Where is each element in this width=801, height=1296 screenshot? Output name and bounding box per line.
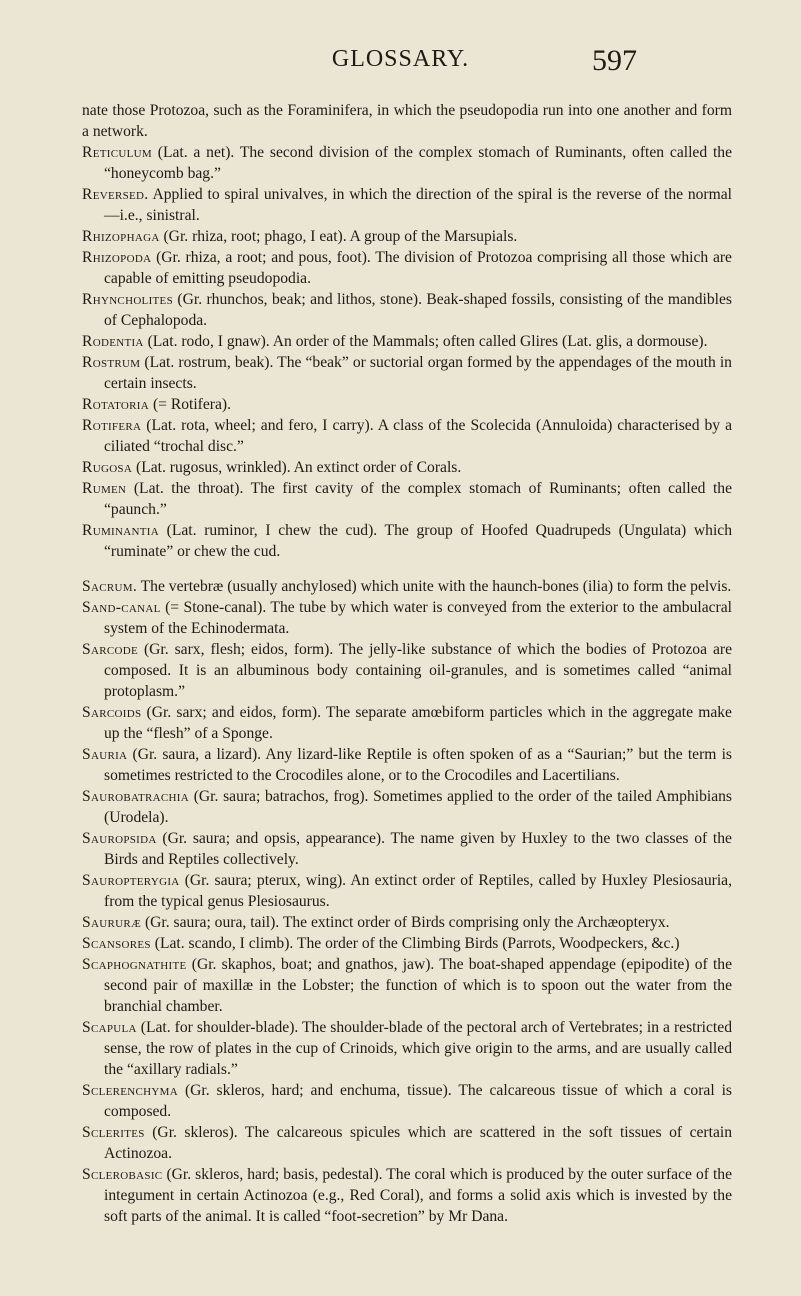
glossary-entry: [82, 912, 732, 933]
glossary-entry: [82, 1164, 732, 1227]
term: Sauria: [82, 746, 128, 763]
definition: (Gr. skleros). The calcareous spicules which are scattered in the soft tissues of certain Actinozoa.: [104, 1124, 732, 1162]
definition: The vertebræ (usually anchylosed) which unite with the haunch-bones (ilia) to form the pelvis.: [140, 578, 732, 595]
definition: (Lat. the throat). The first cavity of the complex stomach of Ruminants; often called the “paunch.”: [104, 480, 733, 518]
glossary-entry: [82, 1122, 732, 1164]
term: Sacrum.: [82, 578, 138, 595]
definition: (Gr. saura; and opsis, appearance). The name given by Huxley to the two classes of the Birds and Reptiles collectively.: [104, 830, 732, 868]
page-number: 597: [592, 44, 637, 77]
definition: (= Rotifera).: [152, 396, 232, 413]
definition: (Lat. ruminor, I chew the cud). The group of Hoofed Quadrupeds (Ungulata) which “ruminate” or chew the cud.: [104, 522, 733, 560]
definition: (Gr. sarx; and eidos, form). The separate amœbiform particles which in the aggregate make up the “flesh” of a Sponge.: [104, 704, 732, 742]
definition: (Lat. for shoulder-blade). The shoulder-blade of the pectoral arch of Vertebrates; in a restricted sense, the row of plates in the cup of Crinoids, which give origin to the arms, and are usually called the “axillary radials.”: [104, 1019, 732, 1078]
glossary-entry: [82, 639, 732, 702]
definition: (Gr. rhunchos, beak; and lithos, stone). Beak-shaped fossils, consisting of the mandibles of Cephalopoda.: [104, 291, 733, 329]
term: Rugosa: [82, 459, 133, 476]
term: Reticulum: [82, 144, 152, 161]
glossary-entry: [82, 289, 732, 331]
glossary-entry: [82, 786, 732, 828]
glossary-entry: [82, 1017, 732, 1080]
glossary-body: [82, 100, 732, 1227]
glossary-entry: [82, 100, 732, 142]
term: Rotatoria: [82, 396, 150, 413]
term: Scansores: [82, 935, 151, 952]
term: Sarcoids: [82, 704, 142, 721]
term: Sauropsida: [82, 830, 157, 847]
term: Sclerenchyma: [82, 1082, 178, 1099]
term: Reversed.: [82, 186, 149, 203]
glossary-entry: [82, 1080, 732, 1122]
glossary-entry: [82, 954, 732, 1017]
definition: (Gr. skleros, hard; and enchuma, tissue). The calcareous tissue of which a coral is composed.: [104, 1082, 732, 1120]
glossary-entry: [82, 576, 732, 597]
glossary-entry: [82, 247, 732, 289]
definition: (Gr. saura; oura, tail). The extinct order of Birds comprising only the Archæopteryx.: [144, 914, 670, 931]
term: Scapula: [82, 1019, 137, 1036]
term: Rostrum: [82, 354, 141, 371]
definition: (Lat. rota, wheel; and fero, I carry). A class of the Scolecida (Annuloida) characterised by a ciliated “trochal disc.”: [104, 417, 732, 455]
definition: (Lat. rodo, I gnaw). An order of the Mammals; often called Glires (Lat. glis, a dormouse).: [147, 333, 708, 350]
term: Rumen: [82, 480, 127, 497]
term: Rhyncholites: [82, 291, 173, 308]
glossary-entry: [82, 457, 732, 478]
glossary-entry: [82, 142, 732, 184]
definition: (Lat. a net). The second division of the complex stomach of Ruminants, often called the “honeycomb bag.”: [104, 144, 732, 182]
term: Rodentia: [82, 333, 144, 350]
definition: (Gr. skaphos, boat; and gnathos, jaw). The boat-shaped appendage (epipodite) of the second pair of maxillæ in the Lobster; the function of which is to spoon out the water from the branchial chamber.: [104, 956, 732, 1015]
term: Scaphognathite: [82, 956, 187, 973]
term: Saururæ: [82, 914, 142, 931]
term: Saurobatrachia: [82, 788, 189, 805]
definition: (Gr. saura; pterux, wing). An extinct order of Reptiles, called by Huxley Plesiosauria, from the typical genus Plesiosaurus.: [104, 872, 732, 910]
glossary-entry: [82, 520, 732, 562]
glossary-entry: [82, 184, 732, 226]
definition: (Gr. rhiza, root; phago, I eat). A group of the Marsupials.: [163, 228, 518, 245]
term: Sclerites: [82, 1124, 145, 1141]
glossary-entry: [82, 478, 732, 520]
glossary-entry: [82, 352, 732, 394]
term: Rhizophaga: [82, 228, 160, 245]
term: Ruminantia: [82, 522, 159, 539]
glossary-entry: [82, 702, 732, 744]
glossary-entry: [82, 828, 732, 870]
page-header: [0, 46, 801, 82]
definition: (Lat. scando, I climb). The order of the Climbing Birds (Parrots, Woodpeckers, &c.): [154, 935, 680, 952]
running-head: GLOSSARY.: [331, 46, 470, 72]
definition: (Gr. rhiza, a root; and pous, foot). The division of Protozoa comprising all those which are capable of emitting pseudopodia.: [104, 249, 732, 287]
term: Rhizopoda: [82, 249, 152, 266]
glossary-entry: [82, 226, 732, 247]
definition: (Gr. saura, a lizard). Any lizard-like Reptile is often spoken of as a “Saurian;” but the term is sometimes restricted to the Crocodiles alone, or to the Crocodiles and Lacertilians.: [104, 746, 732, 784]
glossary-entry: [82, 415, 732, 457]
term: Rotifera: [82, 417, 142, 434]
definition: nate those Protozoa, such as the Foraminifera, in which the pseudopodia run into one another and form a network.: [82, 102, 732, 140]
definition: (Gr. saura; batrachos, frog). Sometimes applied to the order of the tailed Amphibians (Urodela).: [104, 788, 732, 826]
definition: (= Stone-canal). The tube by which water is conveyed from the exterior to the ambulacral system of the Echinodermata.: [104, 599, 732, 637]
glossary-entry: [82, 933, 732, 954]
glossary-entry: [82, 870, 732, 912]
definition: (Lat. rugosus, wrinkled). An extinct order of Corals.: [136, 459, 462, 476]
glossary-entry: [82, 597, 732, 639]
definition: (Lat. rostrum, beak). The “beak” or suctorial organ formed by the appendages of the mouth in certain insects.: [104, 354, 732, 392]
glossary-entry: [82, 394, 732, 415]
glossary-entry: [82, 331, 732, 352]
term: Sauropterygia: [82, 872, 180, 889]
section-gap: [82, 562, 732, 576]
definition: Applied to spiral univalves, in which the direction of the spiral is the reverse of the normal—i.e., sinistral.: [104, 186, 733, 224]
term: Sand-canal: [82, 599, 161, 616]
definition: (Gr. skleros, hard; basis, pedestal). The coral which is produced by the outer surface of the integument in certain Actinozoa (e.g., Red Coral), and forms a solid axis which is invested by the soft parts of the animal. It is called “foot-secretion” by Mr Dana.: [104, 1166, 732, 1225]
definition: (Gr. sarx, flesh; eidos, form). The jelly-like substance of which the bodies of Protozoa are composed. It is an albuminous body containing oil-granules, and is sometimes called “animal protoplasm.”: [104, 641, 732, 700]
glossary-entry: [82, 744, 732, 786]
term: Sclerobasic: [82, 1166, 163, 1183]
term: Sarcode: [82, 641, 138, 658]
